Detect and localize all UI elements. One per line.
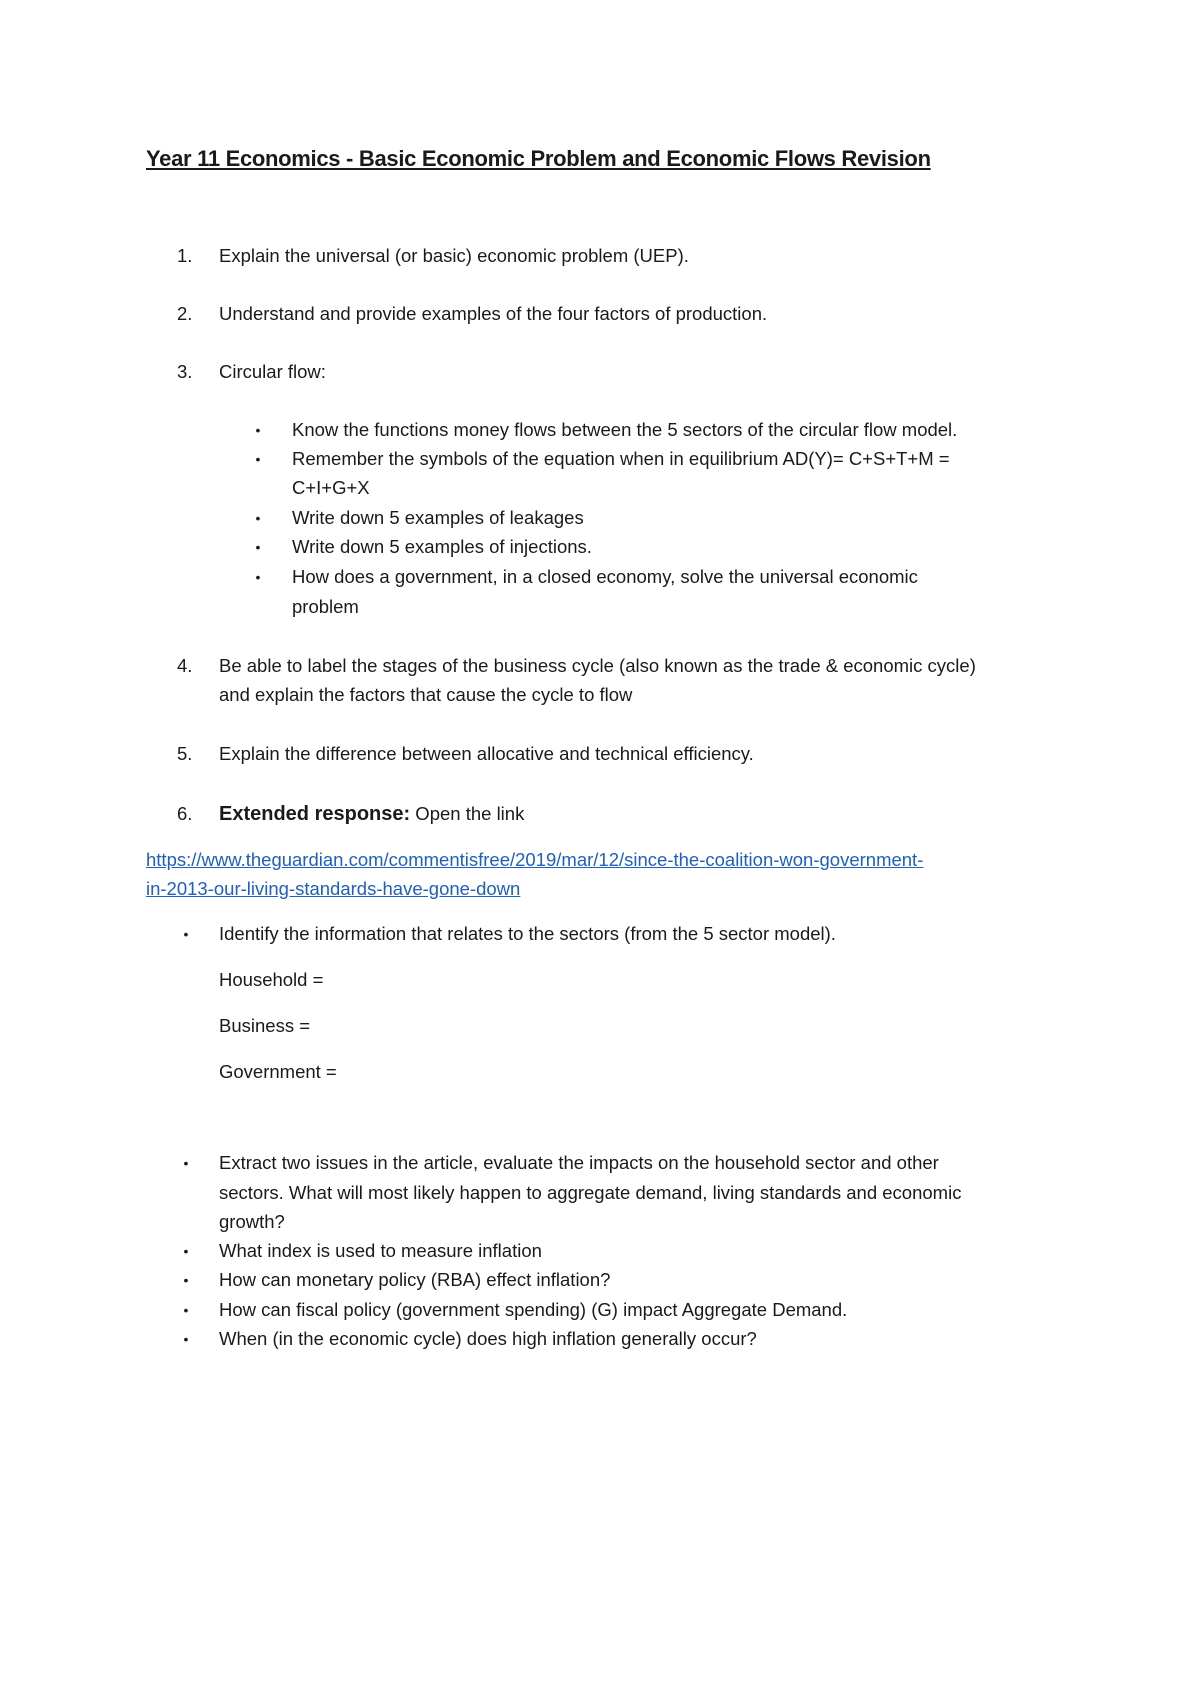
extended-response-text: Open the link (410, 803, 525, 824)
bullet-icon: • (255, 510, 261, 526)
page-title: Year 11 Economics - Basic Economic Problem and Economic Flows Revision (146, 146, 931, 171)
sector-household: Household = (219, 969, 324, 990)
item-text-5: Explain the difference between allocative and technical efficiency. (219, 743, 754, 764)
circular-flow-bullet-2-cont: C+I+G+X (292, 477, 370, 498)
circular-flow-bullet-3: Write down 5 examples of leakages (292, 507, 584, 528)
item-text-4: Be able to label the stages of the business cycle (also known as the trade & economic cycle) (219, 655, 976, 676)
sector-business: Business = (219, 1015, 311, 1036)
item-text-2: Understand and provide examples of the four factors of production. (219, 303, 768, 324)
bullet-icon: • (255, 422, 261, 438)
circular-flow-bullet-1: Know the functions money flows between the 5 sectors of the circular flow model. (292, 419, 958, 440)
circular-flow-bullet-5: How does a government, in a closed economy, solve the universal economic (292, 566, 918, 587)
item-number-1: 1. (177, 245, 193, 266)
article-link-line-1[interactable]: https://www.theguardian.com/commentisfree/2019/mar/12/since-the-coalition-won-government- (146, 849, 924, 870)
sector-government: Government = (219, 1061, 337, 1082)
item-text-1: Explain the universal (or basic) economic problem (UEP). (219, 245, 689, 266)
item-text-4-cont: and explain the factors that cause the cycle to flow (219, 684, 633, 705)
circular-flow-bullet-2: Remember the symbols of the equation when in equilibrium AD(Y)= C+S+T+M = (292, 448, 950, 469)
item-number-6: 6. (177, 803, 193, 824)
final-bullet-1: Extract two issues in the article, evaluate the impacts on the household sector and other (219, 1152, 939, 1173)
bullet-icon: • (255, 569, 261, 585)
bullet-icon: • (255, 539, 261, 555)
final-bullet-4: How can fiscal policy (government spending) (G) impact Aggregate Demand. (219, 1299, 848, 1320)
sector-bullet: Identify the information that relates to the sectors (from the 5 sector model). (219, 923, 836, 944)
bullet-icon: • (183, 1302, 189, 1318)
bullet-icon: • (183, 926, 189, 942)
bullet-icon: • (183, 1331, 189, 1347)
final-bullet-1-cont: sectors. What will most likely happen to aggregate demand, living standards and economic (219, 1182, 962, 1203)
final-bullet-1-cont2: growth? (219, 1211, 285, 1232)
article-link-line-2[interactable]: in-2013-our-living-standards-have-gone-down (146, 878, 521, 899)
item-number-3: 3. (177, 361, 193, 382)
item-number-4: 4. (177, 655, 193, 676)
extended-response-label: Extended response: (219, 803, 411, 825)
final-bullet-5: When (in the economic cycle) does high inflation generally occur? (219, 1328, 757, 1349)
item-number-2: 2. (177, 303, 193, 324)
bullet-icon: • (255, 451, 261, 467)
final-bullet-2: What index is used to measure inflation (219, 1240, 542, 1261)
final-bullet-3: How can monetary policy (RBA) effect inflation? (219, 1269, 611, 1290)
item-number-5: 5. (177, 743, 193, 764)
circular-flow-bullet-5-cont: problem (292, 596, 359, 617)
bullet-icon: • (183, 1155, 189, 1171)
bullet-icon: • (183, 1272, 189, 1288)
bullet-icon: • (183, 1243, 189, 1259)
circular-flow-bullet-4: Write down 5 examples of injections. (292, 536, 592, 557)
item-text-3: Circular flow: (219, 361, 326, 382)
item-text-6 (219, 800, 524, 828)
